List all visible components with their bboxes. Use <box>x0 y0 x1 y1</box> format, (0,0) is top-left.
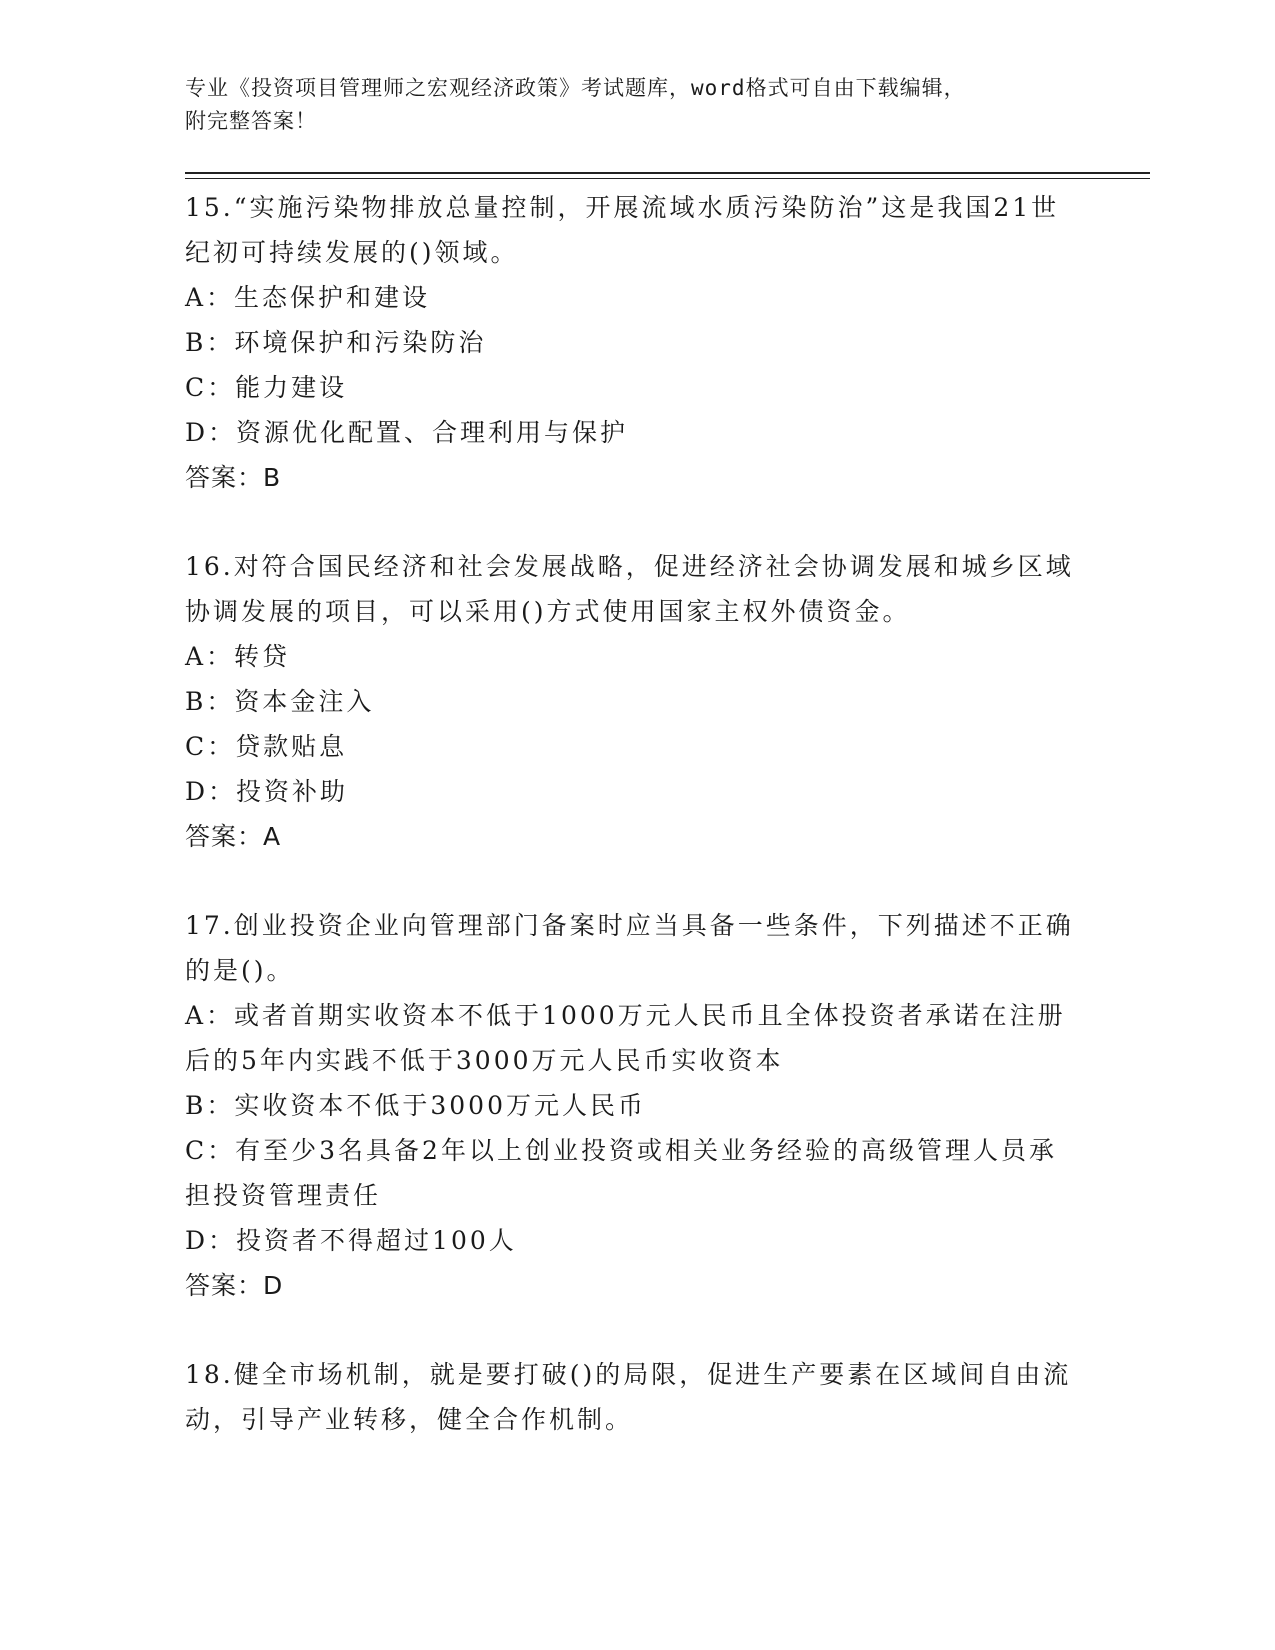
option-b: B：环境保护和污染防治 <box>185 328 487 357</box>
answer-line: 答案：D <box>185 1271 284 1300</box>
question-18 <box>185 1352 1075 1442</box>
header-divider-thick <box>185 172 1150 174</box>
question-text: 16.对符合国民经济和社会发展战略，促进经济社会协调发展和城乡区域协调发展的项目，可以采用()方式使用国家主权外债资金。 <box>185 552 1074 626</box>
question-text: 15.“实施污染物排放总量控制，开展流域水质污染防治”这是我国21世纪初可持续发展的()领域。 <box>185 193 1060 267</box>
header-divider-thin <box>185 178 1150 179</box>
document-header <box>185 72 1055 138</box>
header-line-1: 专业《投资项目管理师之宏观经济政策》考试题库，word格式可自由下载编辑， <box>185 76 966 100</box>
question-text: 18.健全市场机制，就是要打破()的局限，促进生产要素在区域间自由流动，引导产业转移，健全合作机制。 <box>185 1360 1072 1434</box>
option-b: B：资本金注入 <box>185 687 375 716</box>
header-line-2: 附完整答案！ <box>185 109 317 133</box>
option-a: A：转贷 <box>185 642 291 671</box>
question-17 <box>185 903 1075 1308</box>
answer-line: 答案：B <box>185 463 282 492</box>
option-d: D：资源优化配置、合理利用与保护 <box>185 418 629 447</box>
question-text: 17.创业投资企业向管理部门备案时应当具备一些条件，下列描述不正确的是()。 <box>185 911 1074 985</box>
answer-line: 答案：A <box>185 822 282 851</box>
option-a: A：生态保护和建设 <box>185 283 431 312</box>
option-c: C：贷款贴息 <box>185 732 348 761</box>
option-a: A：或者首期实收资本不低于1000万元人民币且全体投资者承诺在注册后的5年内实践不低于3000万元人民币实收资本 <box>185 1001 1066 1075</box>
question-16 <box>185 544 1075 859</box>
option-d: D：投资补助 <box>185 777 349 806</box>
option-d: D：投资者不得超过100人 <box>185 1226 517 1255</box>
question-15 <box>185 185 1075 500</box>
option-c: C：有至少3名具备2年以上创业投资或相关业务经验的高级管理人员承担投资管理责任 <box>185 1136 1057 1210</box>
option-b: B：实收资本不低于3000万元人民币 <box>185 1091 646 1120</box>
option-c: C：能力建设 <box>185 373 348 402</box>
question-list <box>185 185 1075 1486</box>
